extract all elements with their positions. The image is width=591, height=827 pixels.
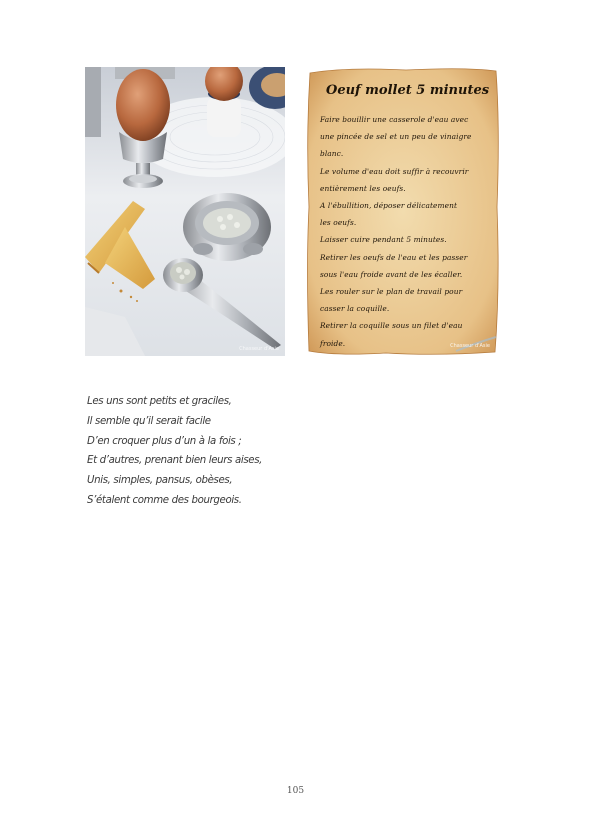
recipe-credit: Chasseur d'Asie [450, 343, 490, 349]
recipe-line: Retirer la coquille sous un filet d'eau [320, 321, 463, 331]
recipe-line: Les rouler sur le plan de travail pour [320, 287, 463, 297]
recipe-line: sous l'eau froide avant de les écaller. [320, 269, 463, 279]
recipe-steps [320, 111, 498, 352]
recipe-line: entièrement les oeufs. [320, 183, 406, 193]
recipe-line: casser la coquille. [320, 304, 390, 314]
photo-credit: Chasseur d'Asie [239, 346, 279, 352]
recipe-line: les oeufs. [320, 218, 357, 228]
page-number: 105 [286, 786, 305, 796]
recipe-line: Faire bouillir une casserole d'eau avec [320, 115, 469, 124]
poem-line: Les uns sont petits et graciles, [87, 396, 232, 407]
egg-photo [85, 67, 285, 356]
recipe-line: blanc. [320, 149, 344, 159]
recipe-line: Retirer les oeufs de l'eau et les passer [320, 252, 468, 262]
poem-line: Il semble qu’il serait facile [87, 415, 211, 427]
recipe-line: Le volume d'eau doit suffir à recouvrir [320, 166, 469, 176]
recipe-line: A l'ébullition, déposer délicatement [320, 201, 458, 211]
poem-line: Unis, simples, pansus, obèses, [87, 475, 233, 487]
poem [87, 392, 262, 511]
recipe-line: Laisser cuire pendant 5 minutes. [320, 235, 447, 245]
poem-line: Et d’autres, prenant bien leurs aises, [87, 455, 263, 467]
poem-line: S’étalent comme des bourgeois. [87, 494, 242, 506]
poem-line: D’en croquer plus d’un à la fois ; [87, 435, 242, 447]
recipe-title: Oeuf mollet 5 minutes [326, 83, 490, 98]
egg-photo-illustration [85, 67, 285, 356]
recipe-card [306, 67, 500, 356]
recipe-line: froide. [320, 338, 346, 348]
recipe-line: une pincée de sel et un peu de vinaigre [320, 132, 472, 142]
